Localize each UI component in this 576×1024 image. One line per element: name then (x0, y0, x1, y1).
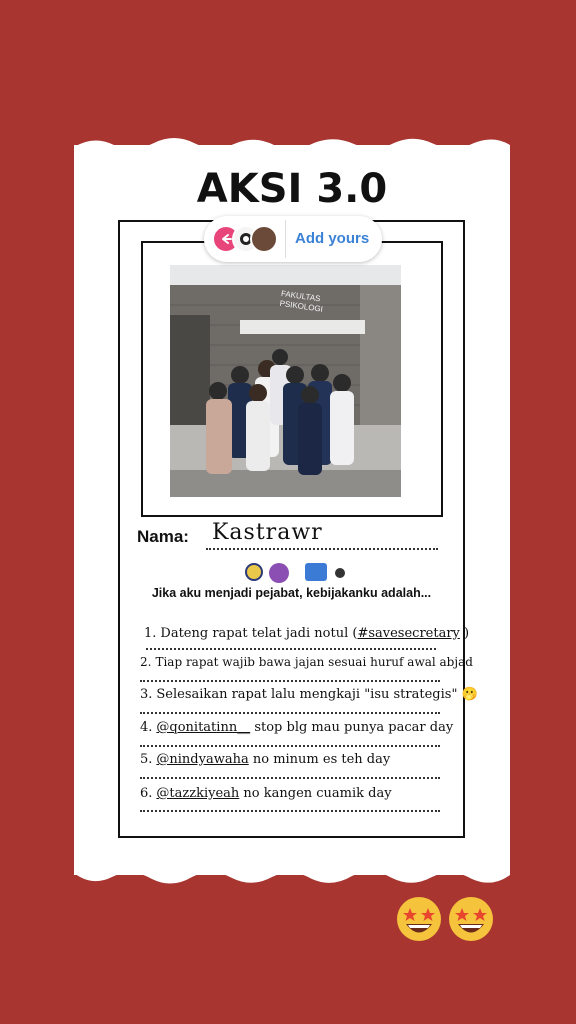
list-item: 3. Selesaikan rapat lalu mengkaji "isu strategis" 🫢 (140, 687, 478, 702)
item-underline (140, 680, 440, 682)
torn-edge-bottom (74, 863, 510, 889)
organization-logos (245, 563, 355, 583)
list-item: 6. @tazzkiyeah no kangen cuamik day (140, 786, 392, 801)
item-underline (140, 810, 440, 812)
add-yours-button[interactable]: Add yours (295, 230, 370, 247)
list-item: 4. @qonitatinn__ stop blg mau punya pacar day (140, 720, 454, 735)
logo-icon (245, 563, 263, 581)
question-heading: Jika aku menjadi pejabat, kebijakanku adalah... (151, 586, 432, 600)
sticker-title: AKSI 3.0 (196, 166, 388, 212)
torn-edge-top (74, 133, 510, 157)
group-photo (170, 265, 401, 497)
item-underline (146, 648, 436, 650)
list-item: 1. Dateng rapat telat jadi notul (#savesecretary ) (144, 626, 470, 641)
building-sign: FAKULTAS PSIKOLOGI (279, 288, 324, 314)
name-value: Kastrawr (212, 520, 323, 545)
list-item: 2. Tiap rapat wajib bawa jajan sesuai huruf awal abjad (140, 655, 473, 669)
item-underline (140, 777, 440, 779)
avatar (250, 225, 278, 253)
emoji-sticker (395, 895, 505, 945)
star-struck-emoji-icon (395, 895, 443, 943)
name-underline (206, 548, 438, 550)
item-underline (140, 745, 440, 747)
list-item: 5. @nindyawaha no minum es teh day (140, 752, 391, 767)
logo-icon (305, 563, 327, 581)
item-underline (140, 712, 440, 714)
star-struck-emoji-icon (447, 895, 495, 943)
add-yours-pill[interactable] (204, 216, 382, 262)
logo-icon (335, 568, 345, 578)
logo-icon (269, 563, 289, 583)
name-label: Nama: (137, 527, 189, 546)
pill-divider (285, 220, 286, 258)
